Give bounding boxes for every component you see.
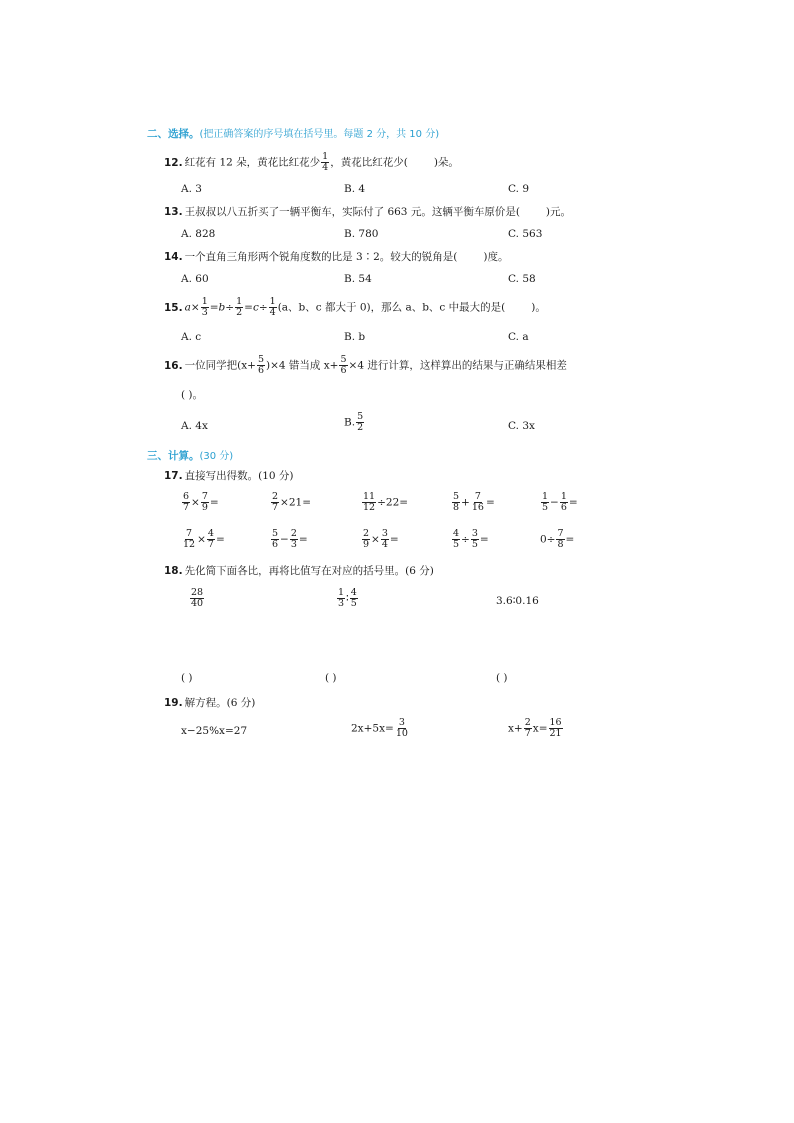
- question-text: 先化简下面各比，再将比值写在对应的括号里。(6 分): [184, 565, 434, 577]
- fraction: [201, 492, 209, 513]
- operator: ÷: [225, 301, 235, 314]
- question-text: )朵。: [433, 156, 459, 169]
- option-label: B.: [344, 416, 356, 429]
- numerator: 3: [471, 528, 478, 539]
- question-text: )元。: [545, 206, 572, 218]
- calc-item: [540, 529, 574, 550]
- variable-a: a: [184, 301, 191, 314]
- fraction: [269, 297, 277, 318]
- operator: =: [298, 533, 308, 546]
- section2-title: 二、选择。: [147, 128, 200, 140]
- question-19: [164, 696, 255, 710]
- denominator: 9: [201, 502, 208, 513]
- question-number: 14.: [164, 251, 183, 263]
- operator: −: [280, 533, 289, 546]
- denominator: 6: [560, 502, 567, 513]
- numerator: 2: [524, 717, 531, 728]
- numerator: 3: [381, 528, 388, 539]
- question-number: 19.: [164, 697, 183, 709]
- question-17: [164, 469, 294, 483]
- question-text: 解方程。(6 分): [184, 697, 256, 709]
- denominator: 5: [542, 502, 549, 513]
- question-text: 王叔叔以八五折买了一辆平衡车，实际付了 663 元。这辆平衡车原价是(: [184, 206, 520, 218]
- question-text: (a、b、c 都大于 0)，那么 a、b、c 中最大的是(: [277, 301, 506, 314]
- denominator: 8: [453, 502, 460, 513]
- denominator: 7: [272, 502, 279, 513]
- operator: ×: [190, 301, 200, 314]
- fraction: [235, 297, 243, 318]
- numerator: 1: [560, 491, 567, 502]
- option-b[interactable]: B. 54: [344, 273, 372, 285]
- question-13: [164, 205, 571, 219]
- fraction: [321, 152, 329, 173]
- numerator: 1: [322, 151, 329, 162]
- question-text: 红花有 12 朵，黄花比红花少: [184, 156, 321, 169]
- operator: =: [568, 496, 578, 509]
- variable-b: b: [218, 301, 226, 314]
- equation-3: [508, 718, 564, 739]
- fraction: [452, 529, 460, 550]
- numerator: 6: [183, 491, 190, 502]
- denominator: 12: [363, 502, 376, 513]
- numerator: 2: [290, 528, 297, 539]
- option-a[interactable]: A. 4x: [181, 420, 208, 432]
- numerator: 3: [398, 717, 405, 728]
- section3-title: 三、计算。: [147, 450, 200, 462]
- operator: =: [209, 301, 219, 314]
- question-14: [164, 250, 509, 264]
- calc-item: [270, 529, 308, 550]
- operator: =: [244, 301, 253, 314]
- denominator: 4: [381, 539, 388, 550]
- operator: =: [485, 496, 495, 509]
- numerator: 7: [474, 491, 481, 502]
- denominator: 2: [236, 307, 243, 318]
- numerator: 1: [269, 296, 276, 307]
- operator: =: [389, 533, 399, 546]
- operator: ×21=: [280, 496, 312, 509]
- numerator: 7: [186, 528, 193, 539]
- denominator: 3: [290, 539, 297, 550]
- numerator: 1: [236, 296, 243, 307]
- operator: ×: [191, 496, 200, 509]
- numerator: 5: [257, 354, 264, 365]
- denominator: 7: [524, 728, 531, 739]
- option-a[interactable]: A. 828: [181, 228, 216, 240]
- fraction: [560, 492, 568, 513]
- operator: =: [215, 533, 225, 546]
- fraction: [362, 492, 376, 513]
- section2-note: (把正确答案的序号填在括号里。每题 2 分，共 10 分): [199, 129, 440, 140]
- operator: ∶: [346, 592, 349, 605]
- operator: ÷: [258, 301, 268, 314]
- operator: +: [461, 496, 470, 509]
- numerator: 1: [542, 491, 549, 502]
- question-text: ，黄花比红花少(: [330, 156, 408, 169]
- denominator: 3: [201, 307, 208, 318]
- denominator: 5: [453, 539, 460, 550]
- option-c[interactable]: C. 58: [508, 273, 536, 285]
- ratio-item-3: 3.6∶0.16: [496, 595, 539, 607]
- numerator: 5: [453, 491, 460, 502]
- option-a[interactable]: A. c: [181, 331, 202, 343]
- question-text: ×4 进行计算，这样算出的结果与正确结果相差: [348, 359, 567, 372]
- question-number: 17.: [164, 470, 183, 482]
- fraction: [395, 718, 409, 739]
- fraction: [207, 529, 215, 550]
- operator: =: [209, 496, 219, 509]
- answer-blank[interactable]: ( )。: [181, 389, 204, 401]
- question-12: [164, 152, 459, 173]
- denominator: 7: [207, 539, 214, 550]
- denominator: 10: [395, 728, 408, 739]
- numerator: 4: [207, 528, 214, 539]
- fraction: [381, 529, 389, 550]
- operator: ×: [371, 533, 380, 546]
- numerator: 28: [191, 587, 204, 598]
- fraction: [556, 529, 564, 550]
- calc-item: [181, 529, 225, 550]
- denominator: 5: [471, 539, 478, 550]
- fraction: [356, 412, 364, 433]
- question-text: 直接写出得数。(10 分): [184, 470, 294, 482]
- denominator: 2: [357, 422, 364, 433]
- question-text: 一个直角三角形两个锐角度数的比是 3∶2。较大的锐角是(: [184, 251, 458, 263]
- fraction: [257, 355, 265, 376]
- numerator: 7: [557, 528, 564, 539]
- operator: ÷22=: [377, 496, 409, 509]
- operator: ÷: [461, 533, 470, 546]
- numerator: 2: [272, 491, 279, 502]
- fraction: [182, 529, 196, 550]
- section3-note: (30 分): [199, 451, 234, 462]
- calc-item: [181, 492, 219, 513]
- denominator: 9: [363, 539, 370, 550]
- fraction: [471, 492, 485, 513]
- numerator: 2: [363, 528, 370, 539]
- question-number: 13.: [164, 206, 183, 218]
- variable-c: c: [252, 301, 259, 314]
- operator: =: [565, 533, 575, 546]
- fraction: [182, 492, 190, 513]
- equation-text: x=: [532, 722, 548, 735]
- option-c[interactable]: C. 3x: [508, 420, 535, 432]
- equation-text: x+: [508, 722, 523, 735]
- fraction: [201, 297, 209, 318]
- denominator: 16: [471, 502, 484, 513]
- answer-blank[interactable]: ( ): [181, 672, 193, 684]
- option-b[interactable]: [344, 412, 365, 433]
- calc-item: [540, 492, 578, 513]
- denominator: 4: [322, 162, 329, 173]
- denominator: 12: [183, 539, 196, 550]
- numerator: 1: [338, 587, 345, 598]
- calc-item: [451, 529, 489, 550]
- fraction: [190, 588, 204, 609]
- operator: ×: [197, 533, 206, 546]
- question-text: )度。: [483, 251, 509, 263]
- ratio-item-1: [189, 588, 205, 609]
- question-16: [164, 355, 567, 376]
- equation-1: x−25%x=27: [181, 725, 248, 737]
- fraction: [290, 529, 298, 550]
- calc-item: [270, 492, 311, 513]
- option-b[interactable]: B. 780: [344, 228, 379, 240]
- fraction: [549, 718, 563, 739]
- numerator: 5: [272, 528, 279, 539]
- calc-item: [361, 492, 408, 513]
- option-c[interactable]: C. 9: [508, 183, 530, 195]
- fraction: [452, 492, 460, 513]
- operator: −: [550, 496, 559, 509]
- question-text: 一位同学把(x+: [184, 359, 256, 372]
- option-a[interactable]: A. 3: [181, 183, 202, 195]
- equation-text: 2x+5x=: [351, 722, 394, 735]
- option-b[interactable]: B. b: [344, 331, 366, 343]
- denominator: 8: [557, 539, 564, 550]
- fraction: [339, 355, 347, 376]
- numerator: 16: [549, 717, 562, 728]
- calc-item: [451, 492, 495, 513]
- denominator: 3: [338, 598, 345, 609]
- answer-blank[interactable]: ( ): [496, 672, 508, 684]
- denominator: 7: [183, 502, 190, 513]
- fraction: [362, 529, 370, 550]
- numerator: 4: [350, 587, 357, 598]
- denominator: 21: [549, 728, 562, 739]
- numerator: 7: [201, 491, 208, 502]
- denominator: 6: [257, 365, 264, 376]
- option-a[interactable]: A. 60: [181, 273, 209, 285]
- option-c[interactable]: C. a: [508, 331, 529, 343]
- numerator: 1: [201, 296, 208, 307]
- fraction: [271, 529, 279, 550]
- question-15: [164, 297, 546, 318]
- question-number: 15.: [164, 301, 183, 314]
- fraction: [524, 718, 532, 739]
- denominator: 6: [272, 539, 279, 550]
- denominator: 5: [350, 598, 357, 609]
- fraction: [471, 529, 479, 550]
- option-b[interactable]: B. 4: [344, 183, 366, 195]
- section3-heading: [147, 447, 233, 463]
- fraction: [541, 492, 549, 513]
- fraction: [271, 492, 279, 513]
- fraction: [337, 588, 345, 609]
- numerator: 11: [363, 491, 376, 502]
- question-text: )。: [531, 301, 546, 314]
- question-number: 12.: [164, 156, 183, 169]
- option-c[interactable]: C. 563: [508, 228, 543, 240]
- denominator: 4: [269, 307, 276, 318]
- equation-2: [351, 718, 410, 739]
- denominator: 40: [191, 598, 204, 609]
- answer-blank[interactable]: ( ): [325, 672, 337, 684]
- numerator: 5: [357, 411, 364, 422]
- operator: =: [479, 533, 489, 546]
- denominator: 6: [340, 365, 347, 376]
- fraction: [350, 588, 358, 609]
- question-number: 16.: [164, 359, 183, 372]
- ratio-item-2: [336, 588, 359, 609]
- numerator: 5: [340, 354, 347, 365]
- calc-item: [361, 529, 399, 550]
- section2-heading: [147, 125, 439, 141]
- question-number: 18.: [164, 565, 183, 577]
- numerator: 4: [453, 528, 460, 539]
- question-text: )×4 错当成 x+: [265, 359, 339, 372]
- question-18: [164, 564, 434, 578]
- operator: 0÷: [540, 533, 556, 546]
